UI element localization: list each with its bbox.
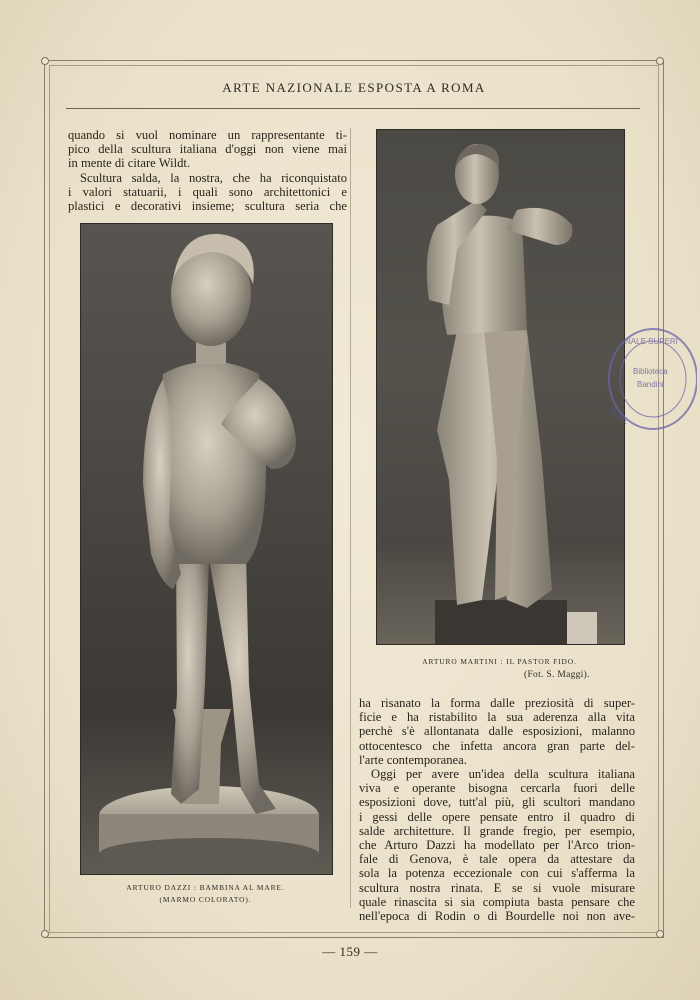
header-rule <box>66 108 640 109</box>
text-line: salde architetture. Il grande fregio, per esempio, <box>359 823 635 838</box>
text-line: quando si vuol nominare un rappresentante ti- <box>68 128 347 142</box>
photo-bambina-al-mare <box>80 223 333 875</box>
frame-corner-ornament <box>41 57 49 65</box>
text-line: plastici e decorativi insieme; scultura seria che <box>68 199 347 214</box>
text-line: i gessi delle opere pensate entro il quadro di <box>359 809 635 824</box>
text-line: viva e operante bisogna cercarla fuori delle <box>359 781 635 796</box>
stamp-text-line1: Biblioteca <box>633 367 668 376</box>
frame-corner-ornament <box>656 930 664 938</box>
text-line: che Arturo Dazzi ha modellato per l'Arco trion- <box>359 838 635 853</box>
text-line: quale rinascita si sia compiuta basta pensare che <box>359 894 635 909</box>
text-line: nell'epoca di Rodin o di Bourdelle noi non ave- <box>359 909 635 924</box>
text-line: ha risanato la forma dalle preziosità di super- <box>359 696 635 710</box>
text-line: in mente di citare Wildt. <box>68 156 191 171</box>
stamp-text-top: NALE SUPERI <box>625 337 678 346</box>
text-line: Oggi per avere un'idea della scultura italiana <box>371 767 635 782</box>
statue-girl-illustration <box>81 224 332 874</box>
text-line: ficie e ha ristabilito la sua aderenza alla vita <box>359 710 635 725</box>
left-column-text <box>68 128 347 213</box>
text-line: pico della scultura italiana d'oggi non viene mai <box>68 142 347 157</box>
text-line: fale di Genova, è tale opera da attestare da <box>359 852 635 867</box>
figure-caption-left <box>80 882 331 906</box>
figure-caption-right: ARTURO MARTINI : IL PASTOR FIDO. <box>422 657 577 666</box>
text-line: esposizioni dove, tutt'al più, gli scultori mandano <box>359 795 635 810</box>
text-line: l'arte contemporanea. <box>359 752 467 767</box>
caption-material: (MARMO COLORATO). <box>159 895 252 904</box>
text-line: sola la potenza eccezionale con cui s'afferma la <box>359 866 635 881</box>
photo-credit: (Fot. S. Maggi). <box>524 670 590 680</box>
column-divider <box>350 128 351 908</box>
text-line: perchè s'è allontanata dalle esposizioni, malanno <box>359 724 635 739</box>
caption-title: ARTURO DAZZI : BAMBINA AL MARE. <box>126 883 285 892</box>
text-line: i valori statuarii, i quali sono architettonici e <box>68 184 347 199</box>
stamp-text-line2: Bandini <box>637 380 664 389</box>
photo-pastor-fido <box>376 129 625 645</box>
running-header: ARTE NAZIONALE ESPOSTA A ROMA <box>222 80 486 95</box>
frame-corner-ornament <box>41 930 49 938</box>
text-line: scultura nostra rinata. E se si vuole misurare <box>359 880 635 895</box>
stamp-text-bottom: SCOL <box>607 406 631 427</box>
statue-shepherd-illustration <box>377 130 624 644</box>
right-column-text <box>359 696 635 923</box>
page-number: — 159 — <box>322 944 378 959</box>
text-line: Scultura salda, la nostra, che ha riconquistato <box>80 170 347 185</box>
text-line: ottocentesco che infetta ancora gran parte del- <box>359 738 635 753</box>
frame-corner-ornament <box>656 57 664 65</box>
library-stamp <box>601 324 697 434</box>
